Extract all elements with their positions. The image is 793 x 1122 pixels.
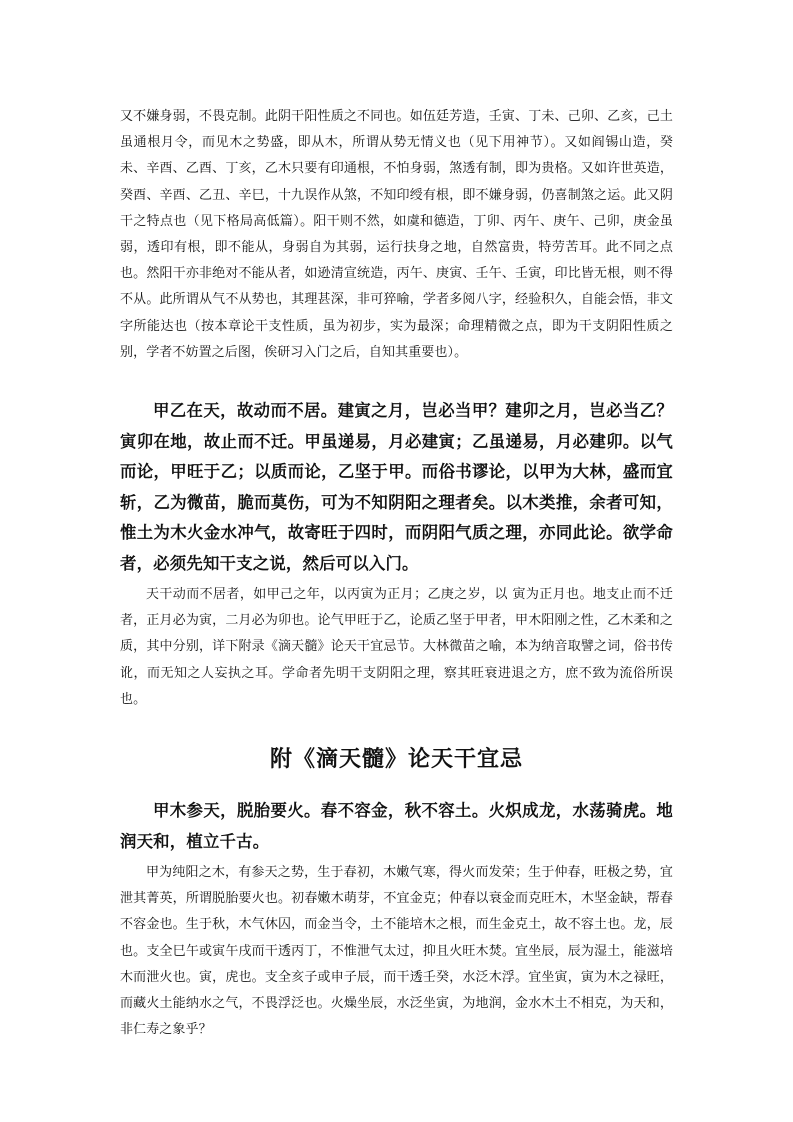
commentary-paragraph-2: 甲为纯阳之木，有参天之势，生于春初，木嫩气寒，得火而发荣；生于仲春，旺极之势，宜泄其菁英，所谓脱胎要火也。初春嫩木萌芽，不宜金克；仲春以衰金而克旺木，木坚金缺，帮春不容金也。生于秋，木气休囚，而金当令，土不能培木之根，而生金克土，故不容土也。龙，辰也。支全巳午或寅午戌而干透丙丁，不惟泄气太过，抑且火旺木焚。宜坐辰，辰为湿土，能滋培木而泄火也。寅，虎也。支全亥子或申子辰，而干透壬癸，水泛木浮。宜坐寅，寅为木之禄旺，而藏火土能纳水之气，不畏浮泛也。火燥坐辰，水泛坐寅，为地润，金水木土不相克，为天和，非仁寿之象乎？ bbox=[120, 865, 673, 1038]
bold-passage-jia-wood: 甲木参天，脱胎要火。春不容金，秋不容土。火炽成龙，水荡骑虎。地润天和，植立千古。 bbox=[120, 801, 673, 851]
commentary-paragraph-1: 天干动而不居者，如甲己之年，以丙寅为正月；乙庚之岁，以 寅为正月也。地支止而不迁者，正月必为寅，二月必为卯也。论气甲旺于乙，论质乙坚于甲者，甲木阳刚之性，乙木柔和之质，其中分别，详下附录《滴天髓》论天干宜忌节。大林微苗之喻，本为纳音取譬之词，俗书传讹，而无知之人妄执之耳。学命者先明干支阴阳之理，察其旺衰进退之方，庶不致为流俗所误也。 bbox=[120, 587, 673, 707]
intro-paragraph: 又不嫌身弱，不畏克制。此阴干阳性质之不同也。如伍廷芳造，壬寅、丁未、己卯、乙亥，己土虽通根月令，而见木之势盛，即从木，所谓从势无情义也（见下用神节）。又如阎锡山造，癸未、辛酉、乙酉、丁亥，乙木只要有印通根，不怕身弱，煞透有制，即为贵格。又如许世英造，癸酉、辛酉、乙丑、辛巳，十九误作从煞，不知印绶有根，即不嫌身弱，仍喜制煞之运。此又阴干之特点也（见下格局高低篇）。阳干则不然，如虞和德造，丁卯、丙午、庚午、己卯，庚金虽弱，透印有根，即不能从，身弱自为其弱，运行扶身之地，自然富贵，特劳苦耳。此不同之点也。然阳干亦非绝对不能从者，如逊清宣统造，丙午、庚寅、壬午、壬寅，印比皆无根，则不得不从。此所谓从气不从势也，其理甚深，非可猝喻，学者多阅八字，经验积久，自能会悟，非文字所能达也（按本章论干支性质，虽为初步，实为最深；命理精微之点，即为干支阴阳性质之别，学者不妨置之后图，俟研习入门之后，自知其重要也）。 bbox=[120, 109, 673, 360]
section-title: 附《滴天髓》论天干宜忌 bbox=[269, 746, 523, 773]
bold-passage-heaven-earth: 甲乙在天，故动而不居。建寅之月，岂必当甲？建卯之月，岂必当乙？寅卯在地，故止而不迁。甲虽递易，月必建寅；乙虽递易，月必建卯。以气而论，甲旺于乙；以质而论，乙坚于甲。而俗书谬论，以甲为大林，盛而宜斩，乙为微苗，脆而莫伤，可为不知阴阳之理者矣。以木类推，余者可知，惟土为木火金水冲气，故寄旺于四时，而阴阳气质之理，亦同此论。欲学命者，必须先知干支之说，然后可以入门。 bbox=[120, 401, 673, 573]
